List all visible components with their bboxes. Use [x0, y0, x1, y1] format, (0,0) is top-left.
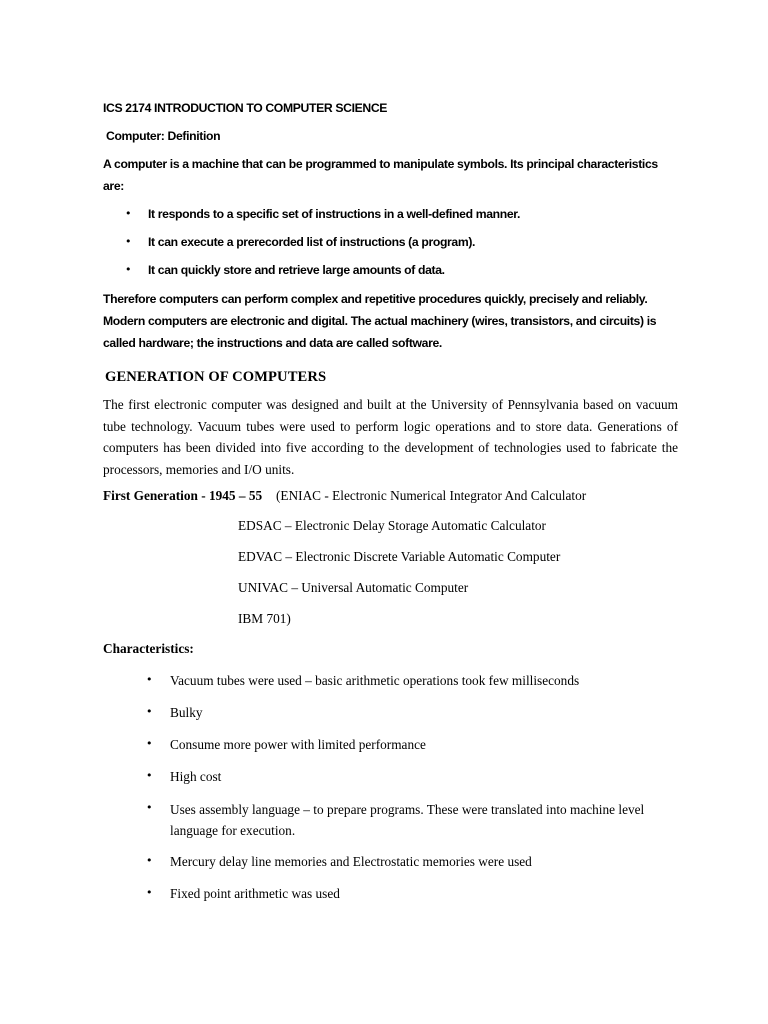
definition-bullet-1: It responds to a specific set of instructions in a well-defined manner.: [148, 207, 520, 221]
computer-list-item-4: UNIVAC – Universal Automatic Computer: [238, 580, 469, 595]
generations-heading: GENERATION OF COMPUTERS: [105, 369, 327, 385]
bullet-marker: •: [125, 235, 132, 248]
computer-list-item-1: (ENIAC - Electronic Numerical Integrator And Calculator: [276, 488, 587, 503]
definition-intro-line-1: A computer is a machine that can be programmed to manipulate symbols. Its principal characteristics: [103, 157, 658, 171]
bullet-marker: •: [146, 801, 153, 814]
bullet-marker: •: [125, 207, 132, 220]
definition-bullet-2: It can execute a prerecorded list of instructions (a program).: [148, 235, 476, 249]
characteristic-item-7: Fixed point arithmetic was used: [170, 886, 340, 901]
definition-intro-line-2: are:: [103, 179, 124, 193]
generations-paragraph: The first electronic computer was designed and built at the University of Pennsylvania based on vacuum tube technology. Vacuum tubes were used to perform logic operations and to store data. Generations of computers has been divided into five according to the development of technologies used to fabricate the processors, memories and I/O units.: [103, 397, 678, 477]
characteristic-item-2: Bulky: [170, 705, 203, 720]
bullet-marker: •: [146, 737, 153, 750]
characteristics-heading: Characteristics:: [103, 641, 194, 656]
course-title: ICS 2174 INTRODUCTION TO COMPUTER SCIENCE: [103, 101, 388, 115]
summary-line-2: Modern computers are electronic and digital. The actual machinery (wires, transistors, and circuits) is: [103, 314, 657, 328]
definition-heading: Computer: Definition: [106, 129, 221, 143]
bullet-marker: •: [146, 886, 153, 899]
computer-list-item-3: EDVAC – Electronic Discrete Variable Automatic Computer: [238, 549, 561, 564]
bullet-marker: •: [146, 673, 153, 686]
characteristic-item-3: Consume more power with limited performance: [170, 737, 426, 752]
characteristic-item-4: High cost: [170, 769, 222, 784]
computer-list-item-2: EDSAC – Electronic Delay Storage Automatic Calculator: [238, 518, 546, 533]
computer-list-item-5: IBM 701): [238, 611, 291, 626]
bullet-marker: •: [146, 705, 153, 718]
bullet-marker: •: [125, 263, 132, 276]
definition-bullet-3: It can quickly store and retrieve large amounts of data.: [148, 263, 445, 277]
characteristic-item-1: Vacuum tubes were used – basic arithmetic operations took few milliseconds: [170, 673, 580, 688]
first-generation-label: First Generation - 1945 – 55: [103, 488, 263, 503]
characteristic-item-6: Mercury delay line memories and Electrostatic memories were used: [170, 854, 532, 869]
summary-line-1: Therefore computers can perform complex and repetitive procedures quickly, precisely and reliably.: [103, 292, 648, 306]
bullet-marker: •: [146, 854, 153, 867]
bullet-marker: •: [146, 769, 153, 782]
characteristic-item-5: Uses assembly language – to prepare programs. These were translated into machine level language for execution.: [170, 802, 645, 838]
summary-line-3: called hardware; the instructions and data are called software.: [103, 336, 442, 350]
